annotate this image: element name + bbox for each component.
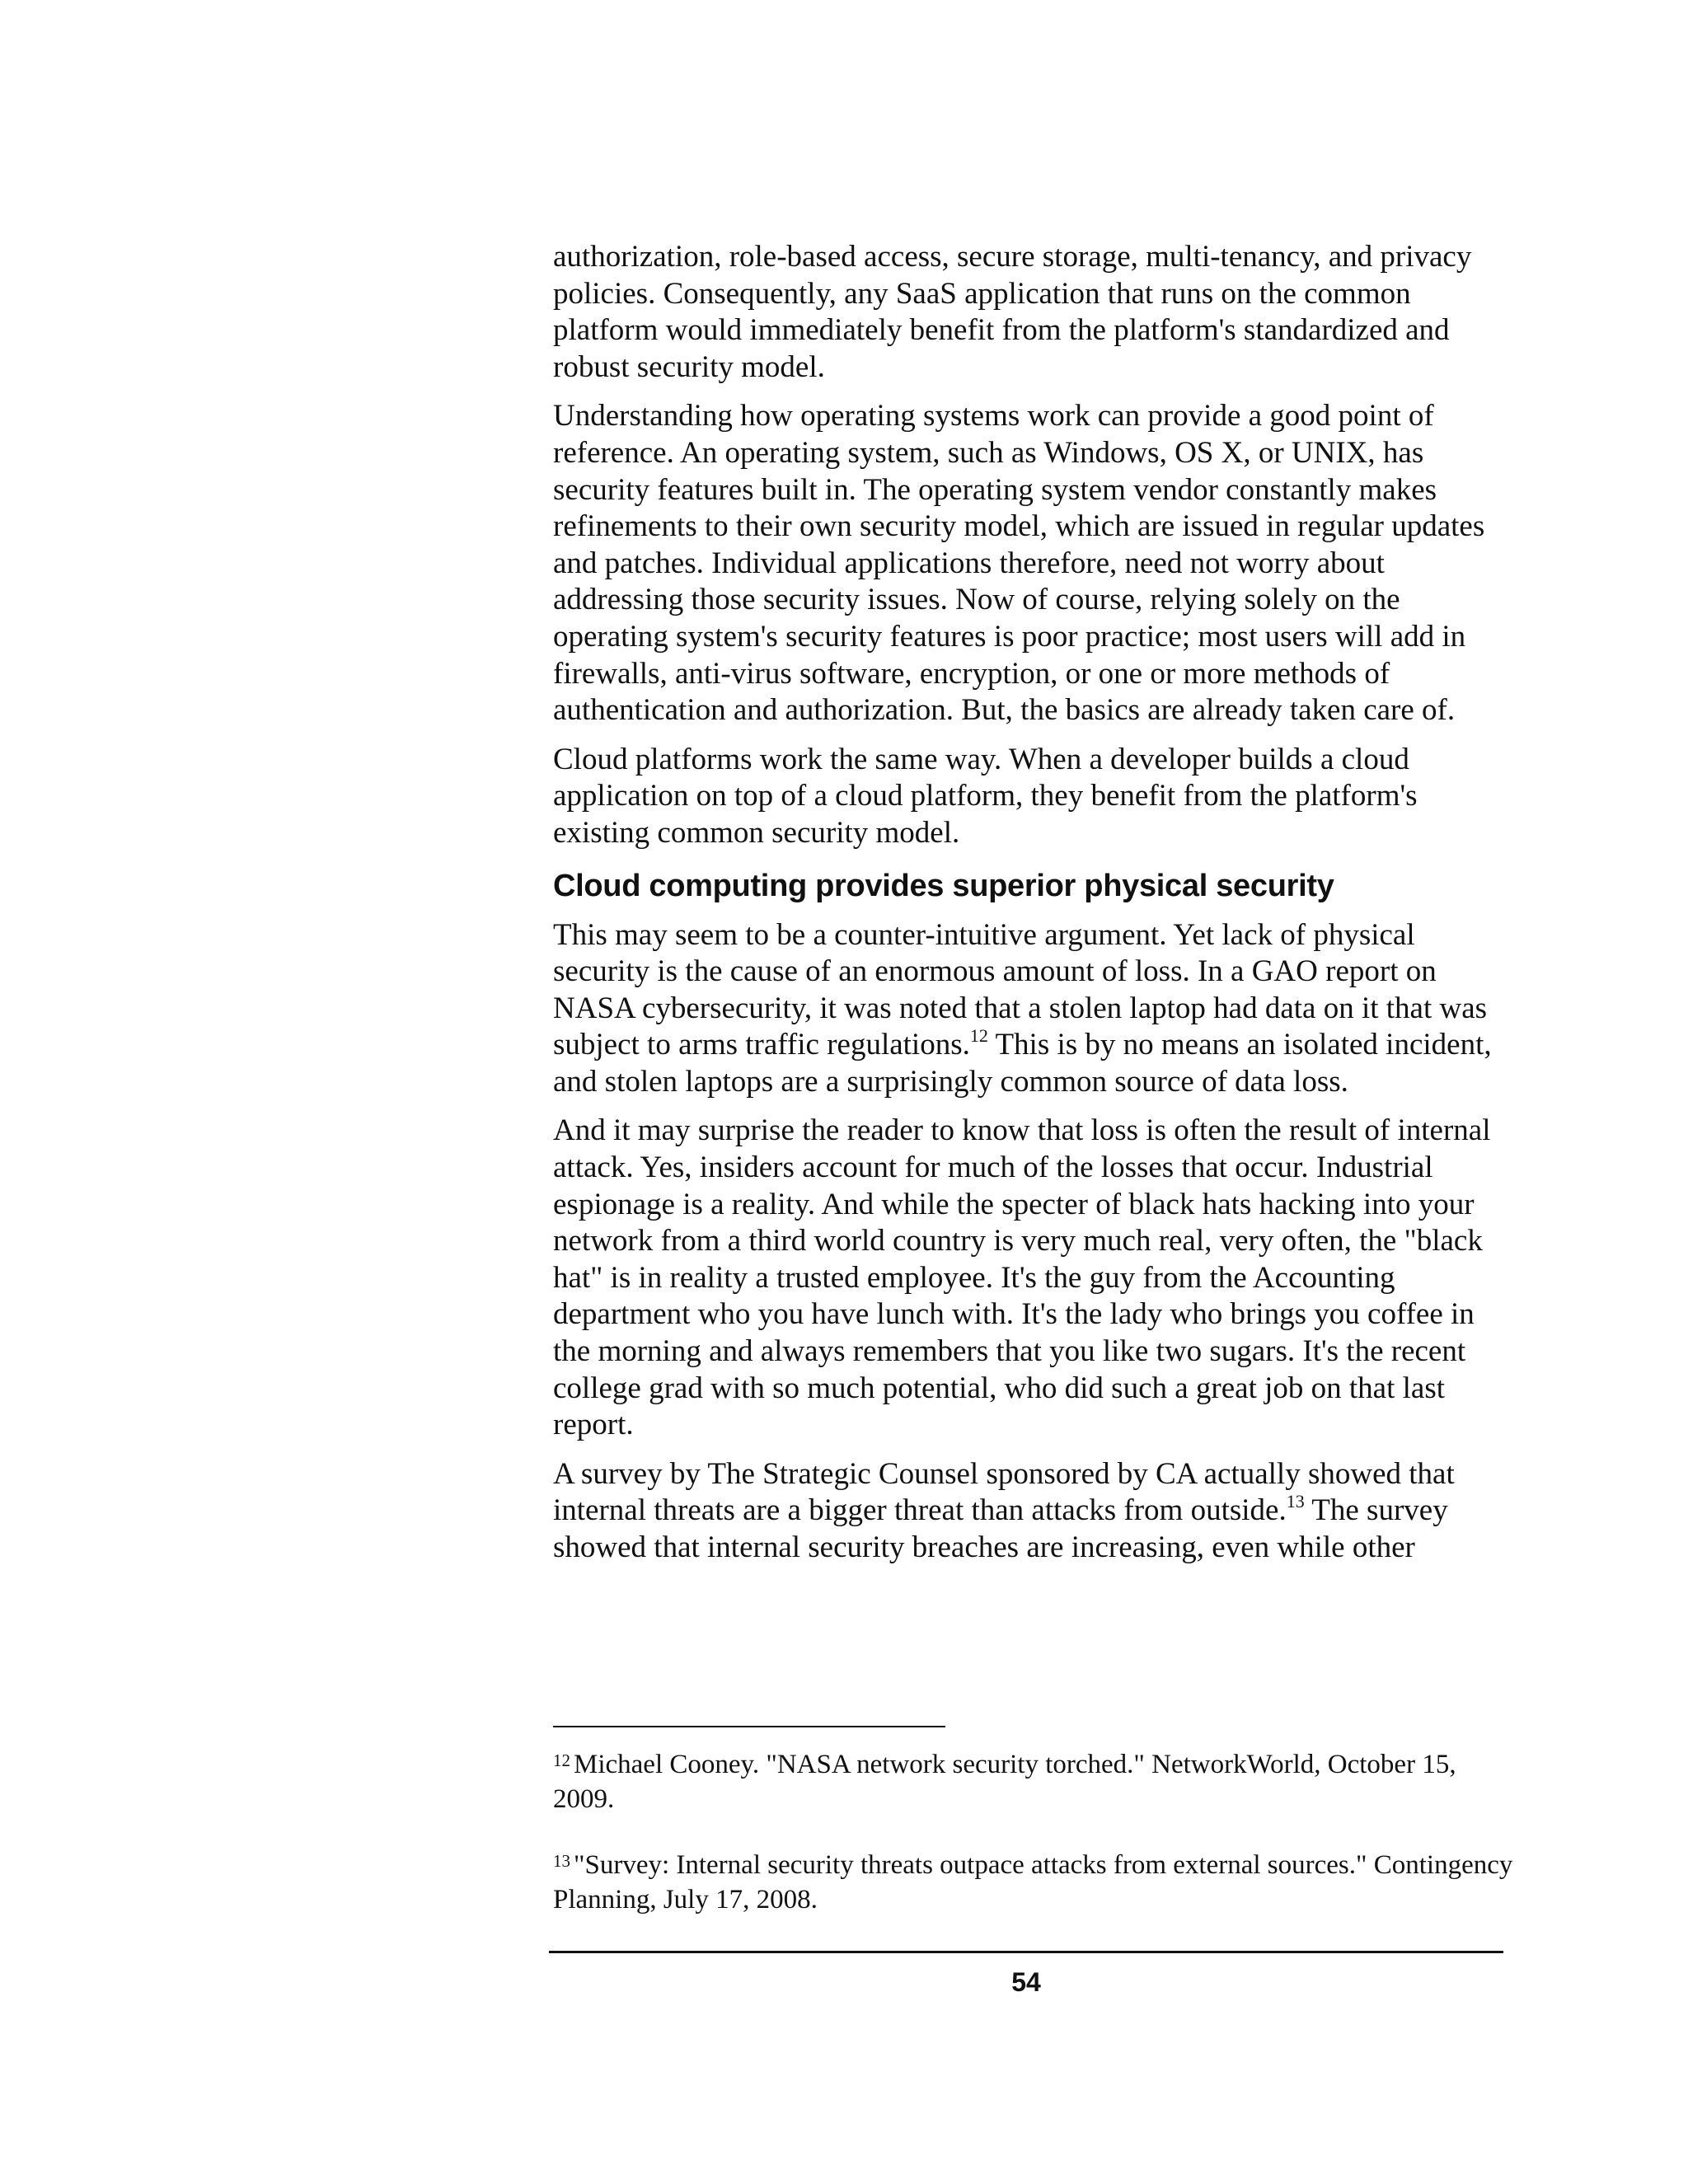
page-number: 54 (1011, 1967, 1041, 1997)
footnote-ref-12[interactable]: 12 (969, 1025, 988, 1047)
paragraph-4-text-a: This may seem to be a counter-intuitive argument. Yet lack of physical security is the cause of an enormous amount of loss. In a GAO report on NASA cybersecurity, it was noted that a stolen laptop had data on it that was subject to arms traffic regulations. (553, 917, 1488, 1062)
footnote-ref-13[interactable]: 13 (1286, 1491, 1305, 1512)
paragraph-2: Understanding how operating systems work can provide a good point of reference. An operating system, such as Windows, OS X, or UNIX, has security features built in. The operating system vendor constantly makes refinements to their own security model, which are issued in regular updates and patches. Individual applications therefore, need not worry about addressing those security issues. Now of course, relying solely on the operating system's security features is poor practice; most users will add in firewalls, anti-virus software, encryption, or one or more methods of authentication and authorization. But, the basics are already taken care of. (553, 399, 1485, 728)
paragraph-4 (553, 917, 1513, 1101)
paragraph-4-text-b: This is by no means an isolated incident, and stolen laptops are a surprisingly common source of data loss. (553, 1028, 1492, 1099)
footnote-text: Michael Cooney. "NASA network security torched." NetworkWorld, October 15, 2009. (553, 1750, 1456, 1814)
paragraph-6-text-a: A survey by The Strategic Counsel sponsored by CA actually showed that internal threats are a bigger threat than attacks from outside. (553, 1456, 1455, 1528)
footnote-number: 12 (553, 1750, 570, 1770)
paragraph-6 (553, 1456, 1513, 1567)
paragraph-1: authorization, role-based access, secure storage, multi-tenancy, and privacy policies. Consequently, any SaaS application that runs on the common platform would immediately benefit from the platform's standardized and robust security model. (553, 240, 1472, 384)
footnote-divider (553, 1726, 945, 1727)
paragraph-3: Cloud platforms work the same way. When a developer builds a cloud application on top of a cloud platform, they benefit from the platform's existing common security model. (553, 742, 1418, 850)
paragraph-5: And it may surprise the reader to know that loss is often the result of internal attack. Yes, insiders account for much of the losses that occur. Industrial espionage is a reality. And while the specter of black hats hacking into your network from a third world country is very much real, very often, the "black hat" is in reality a trusted employee. It's the guy from the Accounting department who you have lunch with. It's the lady who brings you coffee in the morning and always remembers that you like two sugars. It's the recent college grad with so much potential, who did such a great job on that last report. (553, 1113, 1491, 1442)
footer-divider (549, 1951, 1503, 1953)
footnote-number: 13 (553, 1851, 570, 1871)
footnote-12 (553, 1747, 1513, 1816)
footnotes (553, 1747, 1513, 1948)
footnote-13 (553, 1848, 1513, 1917)
paragraph-6-text-b: The survey showed that internal security breaches are increasing, even while other (553, 1493, 1448, 1564)
footnote-text: "Survey: Internal security threats outpace attacks from external sources." Contingency Planning, July 17, 2008. (553, 1850, 1513, 1915)
section-heading: Cloud computing provides superior physical security (553, 868, 1334, 903)
body-text (553, 239, 1513, 1579)
